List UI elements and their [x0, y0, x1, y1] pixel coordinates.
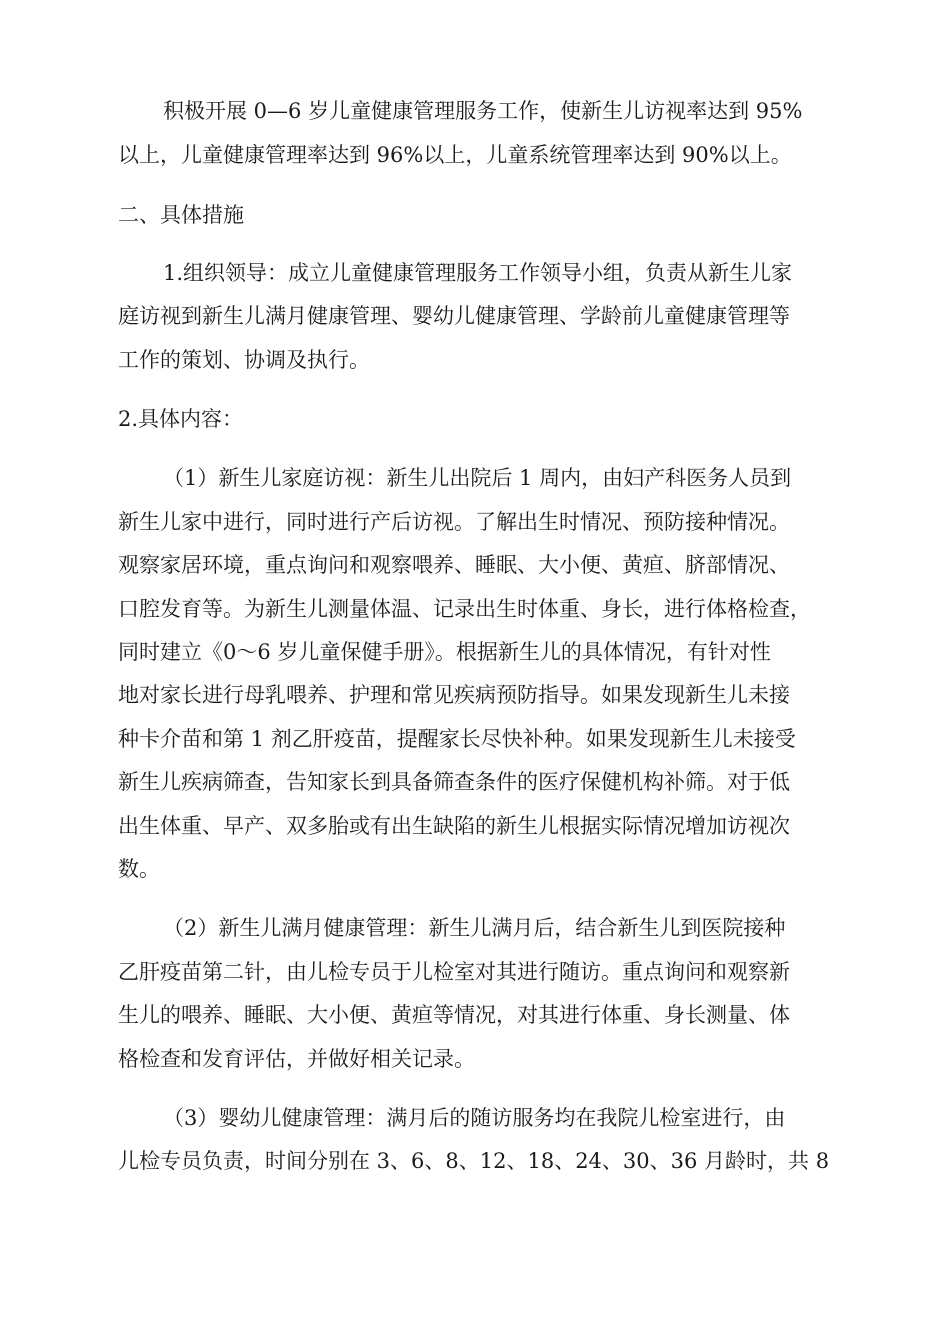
- text-line: 乙肝疫苗第二针，由儿检专员于儿检室对其进行随访。重点询问和观察新: [118, 960, 790, 984]
- text-line: 积极开展 0—6 岁儿童健康管理服务工作，使新生儿访视率达到 95%: [163, 99, 803, 123]
- text-line: 庭访视到新生儿满月健康管理、婴幼儿健康管理、学龄前儿童健康管理等: [118, 304, 790, 328]
- text-line: 地对家长进行母乳喂养、护理和常见疾病预防指导。如果发现新生儿未接: [118, 683, 790, 707]
- text-line: 同时建立《0～6 岁儿童保健手册》。根据新生儿的具体情况，有针对性: [118, 640, 771, 664]
- text-line: 数。: [118, 857, 160, 881]
- section-heading: 2.具体内容：: [118, 407, 244, 431]
- text-line: 口腔发育等。为新生儿测量体温、记录出生时体重、身长，进行体格检查，: [118, 597, 811, 621]
- text-line: 格检查和发育评估，并做好相关记录。: [118, 1047, 475, 1071]
- text-line: （1）新生儿家庭访视：新生儿出院后 1 周内，由妇产科医务人员到: [163, 466, 792, 490]
- section-heading: 二、具体措施: [118, 203, 244, 227]
- text-line: 种卡介苗和第 1 剂乙肝疫苗，提醒家长尽快补种。如果发现新生儿未接受: [118, 727, 796, 751]
- text-line: 工作的策划、协调及执行。: [118, 348, 370, 372]
- text-line: 以上，儿童健康管理率达到 96%以上，儿童系统管理率达到 90%以上。: [118, 143, 792, 167]
- text-line: 观察家居环境，重点询问和观察喂养、睡眠、大小便、黄疸、脐部情况、: [118, 553, 790, 577]
- text-line: 生儿的喂养、睡眠、大小便、黄疸等情况，对其进行体重、身长测量、体: [118, 1003, 790, 1027]
- text-line: 新生儿家中进行，同时进行产后访视。了解出生时情况、预防接种情况。: [118, 510, 790, 534]
- text-line: 1.组织领导：成立儿童健康管理服务工作领导小组，负责从新生儿家: [163, 261, 793, 285]
- text-line: 儿检专员负责，时间分别在 3、6、8、12、18、24、30、36 月龄时，共 8: [118, 1149, 830, 1173]
- text-line: 出生体重、早产、双多胎或有出生缺陷的新生儿根据实际情况增加访视次: [118, 814, 790, 838]
- text-line: 新生儿疾病筛查，告知家长到具备筛查条件的医疗保健机构补筛。对于低: [118, 770, 790, 794]
- text-line: （3）婴幼儿健康管理：满月后的随访服务均在我院儿检室进行，由: [163, 1106, 786, 1130]
- text-line: （2）新生儿满月健康管理：新生儿满月后，结合新生儿到医院接种: [163, 916, 786, 940]
